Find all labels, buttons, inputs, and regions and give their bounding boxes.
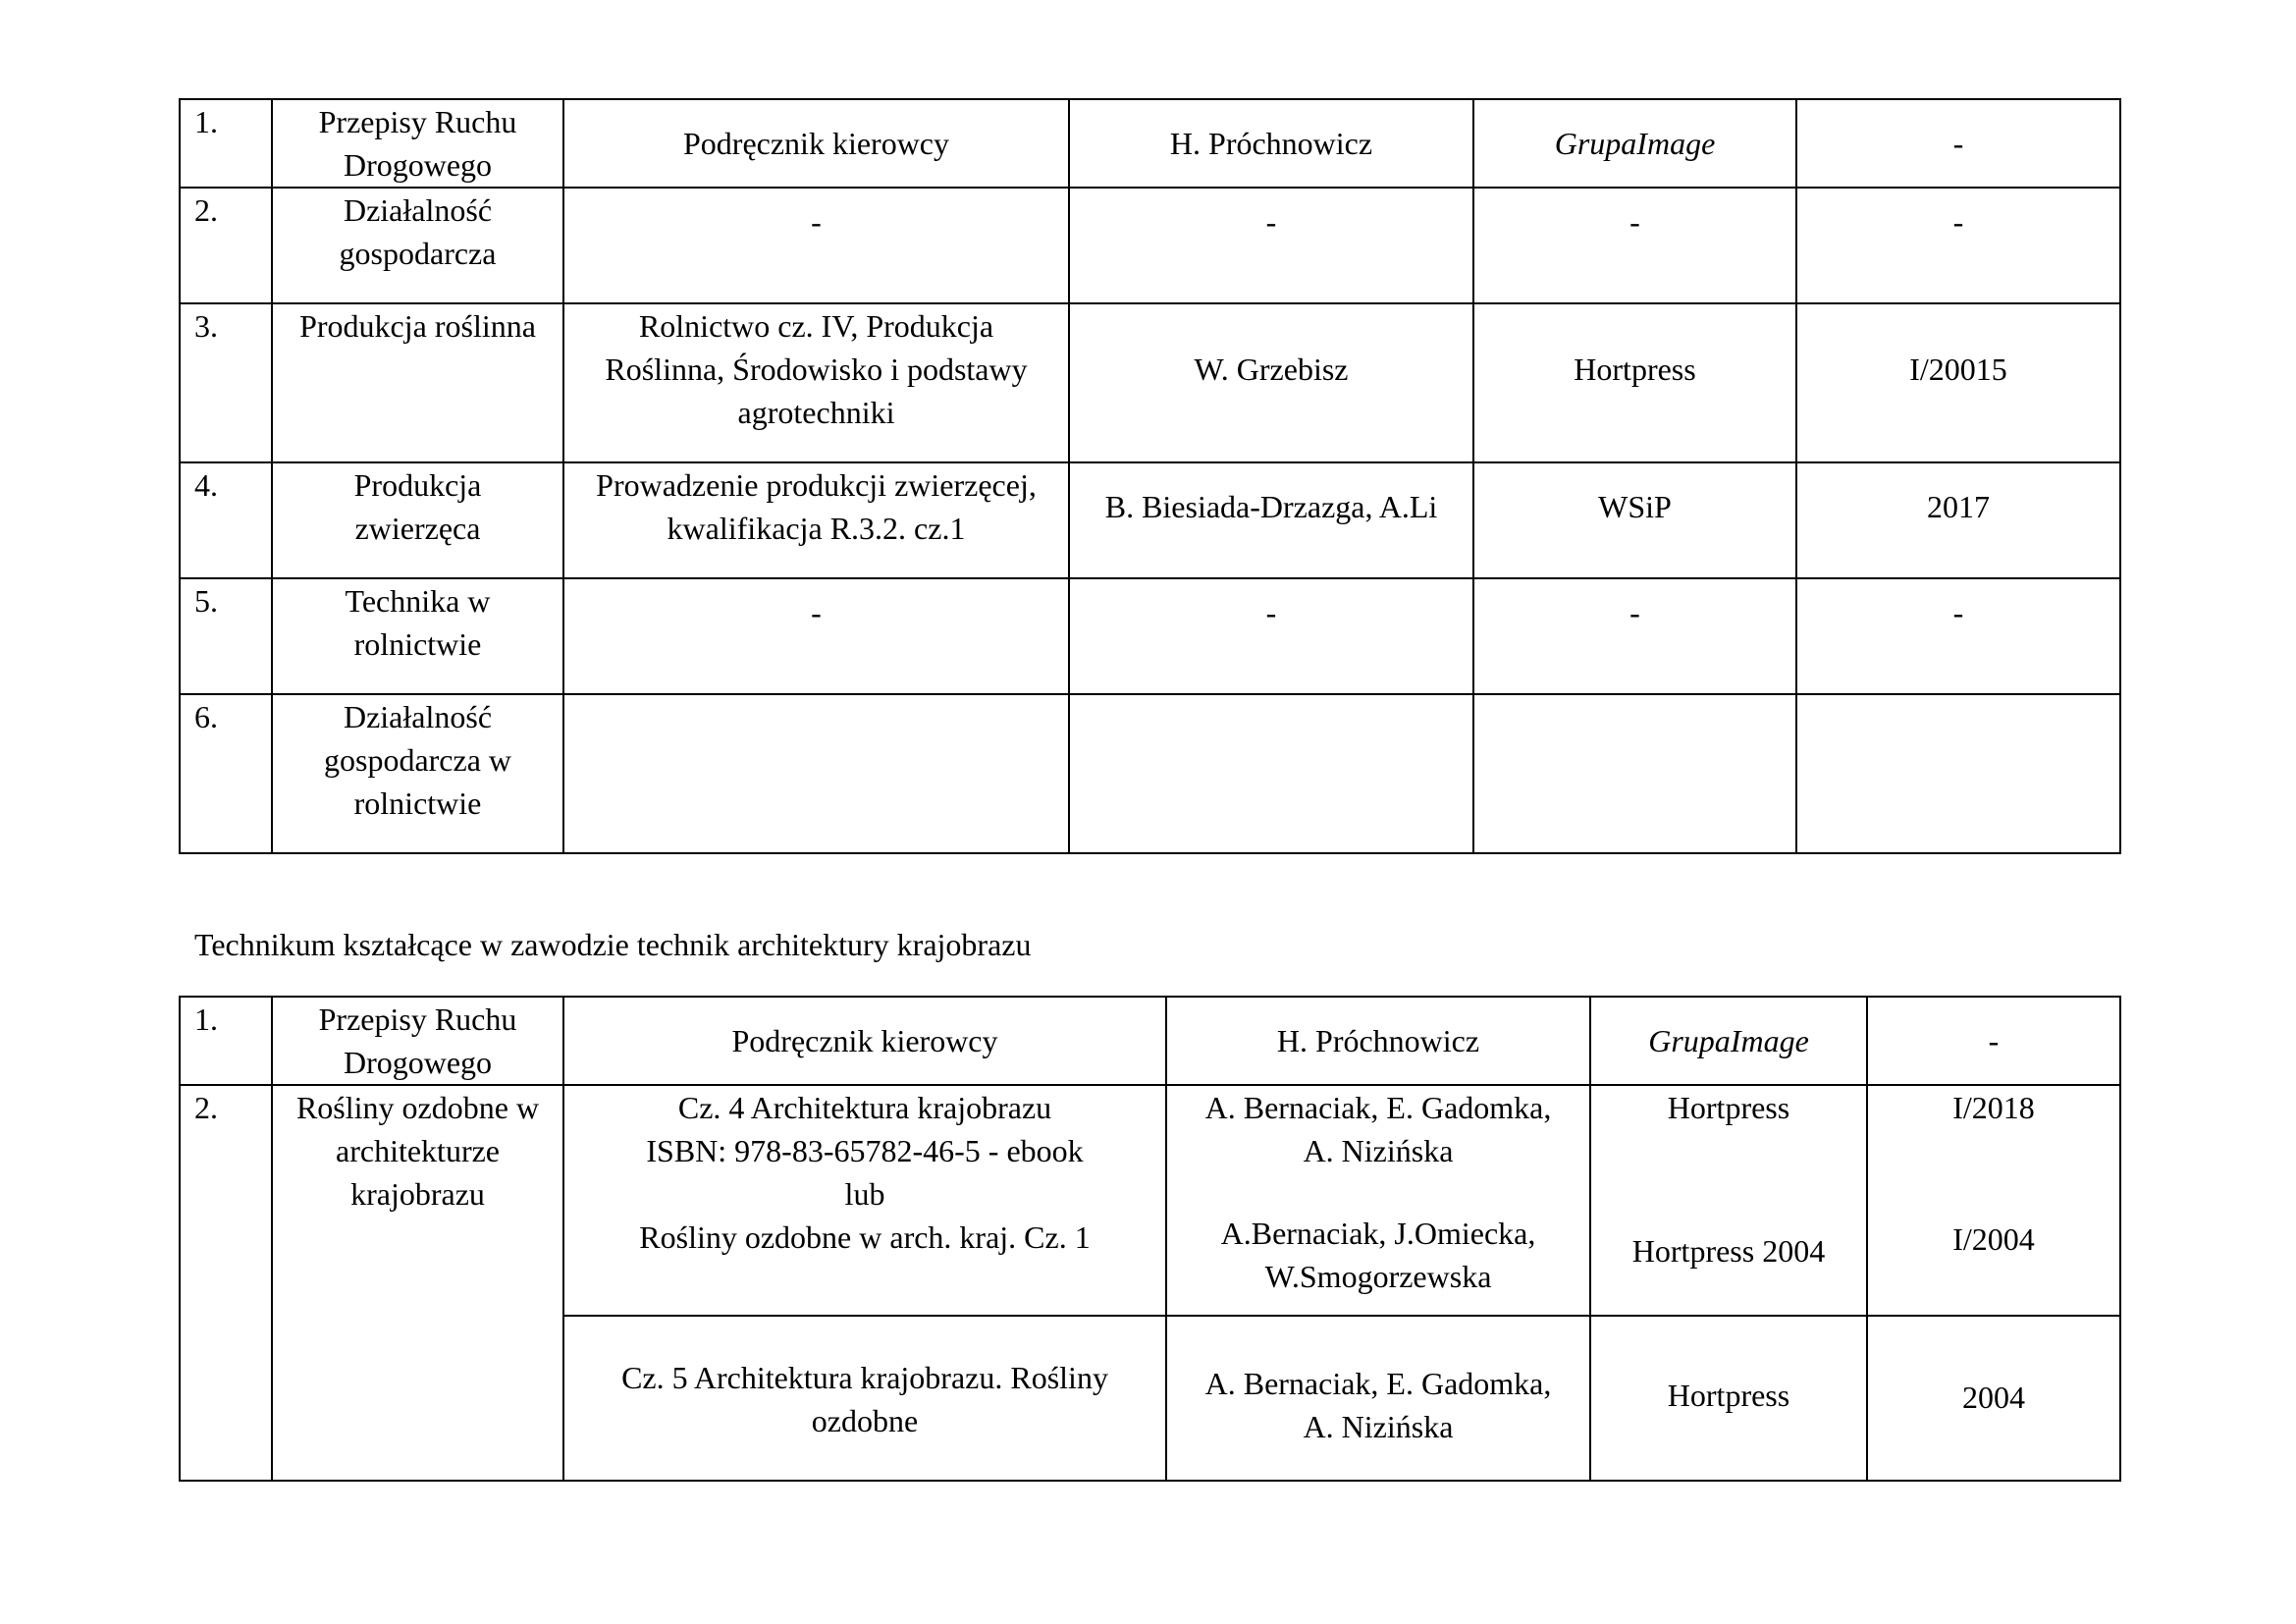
subject-line: rolnictwie [353, 626, 482, 662]
year-line: I/2018 [1952, 1090, 2035, 1125]
publisher-cell: GrupaImage [1590, 997, 1867, 1085]
subject-cell [272, 694, 563, 853]
author-cell [1069, 694, 1473, 853]
title-cell: Podręcznik kierowcy [563, 997, 1166, 1085]
table-row [180, 99, 2120, 188]
subject-line: zwierzęca [354, 511, 481, 546]
subject-line: gospodarcza w [323, 742, 512, 778]
title-cell: - [563, 578, 1069, 694]
subject-cell [272, 99, 563, 188]
row-number: 2. [180, 1085, 272, 1481]
title-line: lub [844, 1176, 885, 1212]
author-line: A. Nizińska [1303, 1409, 1454, 1444]
year-cell: - [1796, 99, 2120, 188]
subject-line: rolnictwie [353, 785, 482, 821]
subject-line: Drogowego [343, 1045, 493, 1080]
year-cell: - [1796, 578, 2120, 694]
subject-line: gospodarcza [339, 236, 497, 271]
title-cell [563, 1085, 1166, 1316]
year-cell: 2017 [1796, 462, 2120, 578]
section-heading: Technikum kształcące w zawodzie technik architektury krajobrazu [194, 927, 1032, 962]
author-line: W.Smogorzewska [1264, 1259, 1492, 1294]
author-cell: - [1069, 578, 1473, 694]
author-cell: H. Próchnowicz [1166, 997, 1590, 1085]
year-cell [1796, 694, 2120, 853]
title-cell [563, 303, 1069, 462]
table-row [180, 694, 2120, 853]
author-line: A. Bernaciak, E. Gadomka, [1204, 1366, 1552, 1401]
row-number: 2. [180, 188, 272, 303]
author-line: A.Bernaciak, J.Omiecka, [1220, 1216, 1536, 1251]
title-line: Cz. 5 Architektura krajobrazu. Rośliny [621, 1360, 1108, 1395]
author-line: A. Nizińska [1303, 1133, 1454, 1168]
publisher-cell [1590, 1085, 1867, 1316]
publisher-cell [1473, 694, 1796, 853]
row-number: 1. [180, 997, 272, 1085]
author-cell [1166, 1316, 1590, 1481]
table-row [180, 1085, 2120, 1316]
subject-cell [272, 188, 563, 303]
subject-cell [272, 1085, 563, 1481]
row-number: 5. [180, 578, 272, 694]
subject-line: Rośliny ozdobne w [295, 1090, 540, 1125]
title-cell: - [563, 188, 1069, 303]
subject-line: Produkcja [353, 467, 482, 503]
row-number: 4. [180, 462, 272, 578]
publisher-cell: - [1473, 188, 1796, 303]
table-row [180, 303, 2120, 462]
subject-line: Technika w [345, 583, 491, 619]
subject-cell [272, 997, 563, 1085]
title-cell [563, 694, 1069, 853]
year-cell: - [1867, 997, 2120, 1085]
author-cell: W. Grzebisz [1069, 303, 1473, 462]
subject-line: Działalność [343, 192, 493, 228]
publisher-cell: - [1473, 578, 1796, 694]
title-line: Rośliny ozdobne w arch. kraj. Cz. 1 [639, 1219, 1091, 1255]
title-cell [563, 1316, 1166, 1481]
subject-line: krajobrazu [350, 1176, 485, 1212]
title-line: Prowadzenie produkcji zwierzęcej, [596, 467, 1037, 503]
subject-line: Przepisy Ruchu [318, 1001, 517, 1037]
table-row [180, 997, 2120, 1085]
author-line: A. Bernaciak, E. Gadomka, [1204, 1090, 1552, 1125]
subject-line: Drogowego [343, 147, 493, 183]
subject-cell [272, 578, 563, 694]
author-cell [1166, 1085, 1590, 1316]
title-cell [563, 462, 1069, 578]
publisher-cell: Hortpress [1590, 1316, 1867, 1481]
title-line: Rolnictwo cz. IV, Produkcja [638, 308, 994, 344]
textbook-table-2 [179, 996, 2121, 1482]
title-line: agrotechniki [737, 395, 895, 430]
author-cell: B. Biesiada-Drzazga, A.Li [1069, 462, 1473, 578]
table-row [180, 578, 2120, 694]
title-line: kwalifikacja R.3.2. cz.1 [667, 511, 966, 546]
year-cell: 2004 [1867, 1316, 2120, 1481]
subject-line: Działalność [343, 699, 493, 734]
subject-line: Produkcja roślinna [299, 308, 536, 344]
year-cell: I/20015 [1796, 303, 2120, 462]
year-line: I/2004 [1952, 1221, 2035, 1257]
publisher-cell: GrupaImage [1473, 99, 1796, 188]
title-line: Cz. 4 Architektura krajobrazu [677, 1090, 1052, 1125]
publisher-cell: WSiP [1473, 462, 1796, 578]
year-cell: - [1796, 188, 2120, 303]
author-cell: H. Próchnowicz [1069, 99, 1473, 188]
publisher-line: Hortpress 2004 [1631, 1233, 1826, 1269]
row-number: 3. [180, 303, 272, 462]
subject-line: architekturze [336, 1133, 500, 1168]
title-line: Roślinna, Środowisko i podstawy [605, 352, 1028, 387]
table-row [180, 188, 2120, 303]
textbook-table-1 [179, 98, 2121, 854]
subject-cell [272, 303, 563, 462]
subject-line: Przepisy Ruchu [318, 104, 517, 139]
subject-cell [272, 462, 563, 578]
table-row [180, 462, 2120, 578]
title-cell: Podręcznik kierowcy [563, 99, 1069, 188]
row-number: 1. [180, 99, 272, 188]
year-cell [1867, 1085, 2120, 1316]
publisher-cell: Hortpress [1473, 303, 1796, 462]
publisher-line: Hortpress [1667, 1090, 1790, 1125]
row-number: 6. [180, 694, 272, 853]
title-line: ISBN: 978-83-65782-46-5 - ebook [646, 1133, 1084, 1168]
author-cell: - [1069, 188, 1473, 303]
title-line: ozdobne [811, 1403, 919, 1438]
